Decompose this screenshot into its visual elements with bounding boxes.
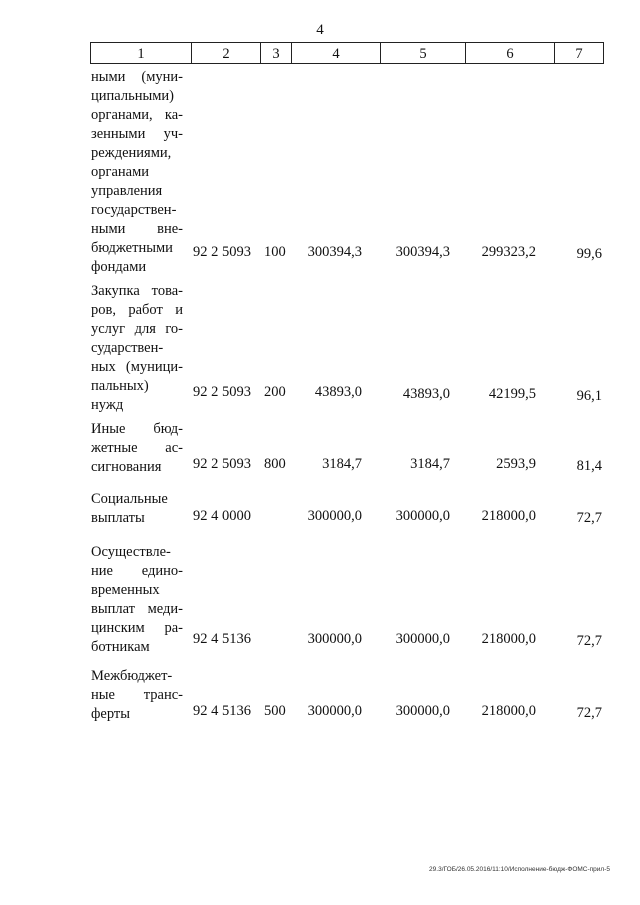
cell-col-5: 300394,3 xyxy=(395,244,450,260)
cell-col-4: 43893,0 xyxy=(314,384,362,400)
header-col-4: 4 xyxy=(292,43,381,63)
cell-col-5: 300000,0 xyxy=(395,631,450,647)
header-col-3: 3 xyxy=(261,43,292,63)
name-line: управления xyxy=(91,183,163,199)
name-line: ров, работ и xyxy=(91,302,183,318)
cell-col-7: 72,7 xyxy=(576,510,602,526)
header-col-1: 1 xyxy=(91,43,192,63)
cell-type: 100 xyxy=(264,244,286,260)
cell-col-7: 99,6 xyxy=(576,246,602,262)
cell-col-6: 42199,5 xyxy=(488,386,536,402)
cell-code: 92 4 0000 xyxy=(193,508,251,524)
cell-col-4: 300394,3 xyxy=(307,244,362,260)
name-line: жетные ас- xyxy=(91,440,183,456)
name-line: ферты xyxy=(91,706,130,722)
row-name xyxy=(91,667,183,724)
cell-code: 92 2 5093 xyxy=(193,384,251,400)
name-line: органами, ка- xyxy=(91,107,183,123)
name-line: Межбюджет- xyxy=(91,668,173,684)
cell-code: 92 4 5136 xyxy=(193,703,251,719)
name-line: сударствен- xyxy=(91,340,164,356)
row-name xyxy=(91,490,183,528)
row-name xyxy=(91,282,183,415)
cell-col-6: 218000,0 xyxy=(481,703,536,719)
name-line: Социальные xyxy=(91,491,168,507)
page-number: 4 xyxy=(316,22,324,38)
name-line: Закупка това- xyxy=(91,283,183,299)
cell-col-4: 300000,0 xyxy=(307,703,362,719)
name-line: ные транс- xyxy=(91,687,183,703)
name-line: Осуществле- xyxy=(91,544,171,560)
cell-code: 92 2 5093 xyxy=(193,456,251,472)
name-line: пальных) xyxy=(91,378,149,394)
cell-col-7: 72,7 xyxy=(576,633,602,649)
cell-type: 500 xyxy=(264,703,286,719)
name-line: ботникам xyxy=(91,639,150,655)
cell-col-5: 43893,0 xyxy=(402,386,450,402)
cell-col-5: 3184,7 xyxy=(410,456,450,472)
cell-col-7: 96,1 xyxy=(576,388,602,404)
cell-col-4: 300000,0 xyxy=(307,508,362,524)
name-line: фондами xyxy=(91,259,147,275)
cell-col-7: 72,7 xyxy=(576,705,602,721)
row-name xyxy=(91,420,183,477)
name-line: выплаты xyxy=(91,510,145,526)
row-name xyxy=(91,68,183,277)
row-name xyxy=(91,543,183,657)
cell-type: 200 xyxy=(264,384,286,400)
header-col-5: 5 xyxy=(381,43,466,63)
cell-code: 92 2 5093 xyxy=(193,244,251,260)
name-line: ными (муни- xyxy=(91,69,183,85)
cell-col-5: 300000,0 xyxy=(395,703,450,719)
header-col-6: 6 xyxy=(466,43,555,63)
name-line: ципальными) xyxy=(91,88,174,104)
cell-code: 92 4 5136 xyxy=(193,631,251,647)
header-col-2: 2 xyxy=(192,43,261,63)
cell-col-4: 300000,0 xyxy=(307,631,362,647)
name-line: бюджетными xyxy=(91,240,173,256)
name-line: выплат меди- xyxy=(91,601,183,617)
name-line: временных xyxy=(91,582,160,598)
name-line: цинским ра- xyxy=(91,620,183,636)
table-header xyxy=(90,42,604,64)
name-line: нужд xyxy=(91,397,124,413)
cell-col-6: 2593,9 xyxy=(496,456,536,472)
cell-col-6: 218000,0 xyxy=(481,508,536,524)
name-line: органами xyxy=(91,164,150,180)
name-line: сигнования xyxy=(91,459,162,475)
cell-col-7: 81,4 xyxy=(576,458,602,474)
cell-col-6: 218000,0 xyxy=(481,631,536,647)
document-footer: 29.3/ГОБ/26.05.2016/11:10/Исполнение-бюдж-ФОМС-прил-5 xyxy=(429,866,610,873)
name-line: Иные бюд- xyxy=(91,421,183,437)
cell-col-4: 3184,7 xyxy=(322,456,362,472)
cell-type: 800 xyxy=(264,456,286,472)
name-line: услуг для го- xyxy=(91,321,183,337)
header-col-7: 7 xyxy=(575,46,583,62)
name-line: реждениями, xyxy=(91,145,172,161)
cell-col-6: 299323,2 xyxy=(481,244,536,260)
cell-col-5: 300000,0 xyxy=(395,508,450,524)
name-line: зенными уч- xyxy=(91,126,183,142)
name-line: ние едино- xyxy=(91,563,183,579)
name-line: ных (муници- xyxy=(91,359,183,375)
name-line: государствен- xyxy=(91,202,177,218)
name-line: ными вне- xyxy=(91,221,183,237)
